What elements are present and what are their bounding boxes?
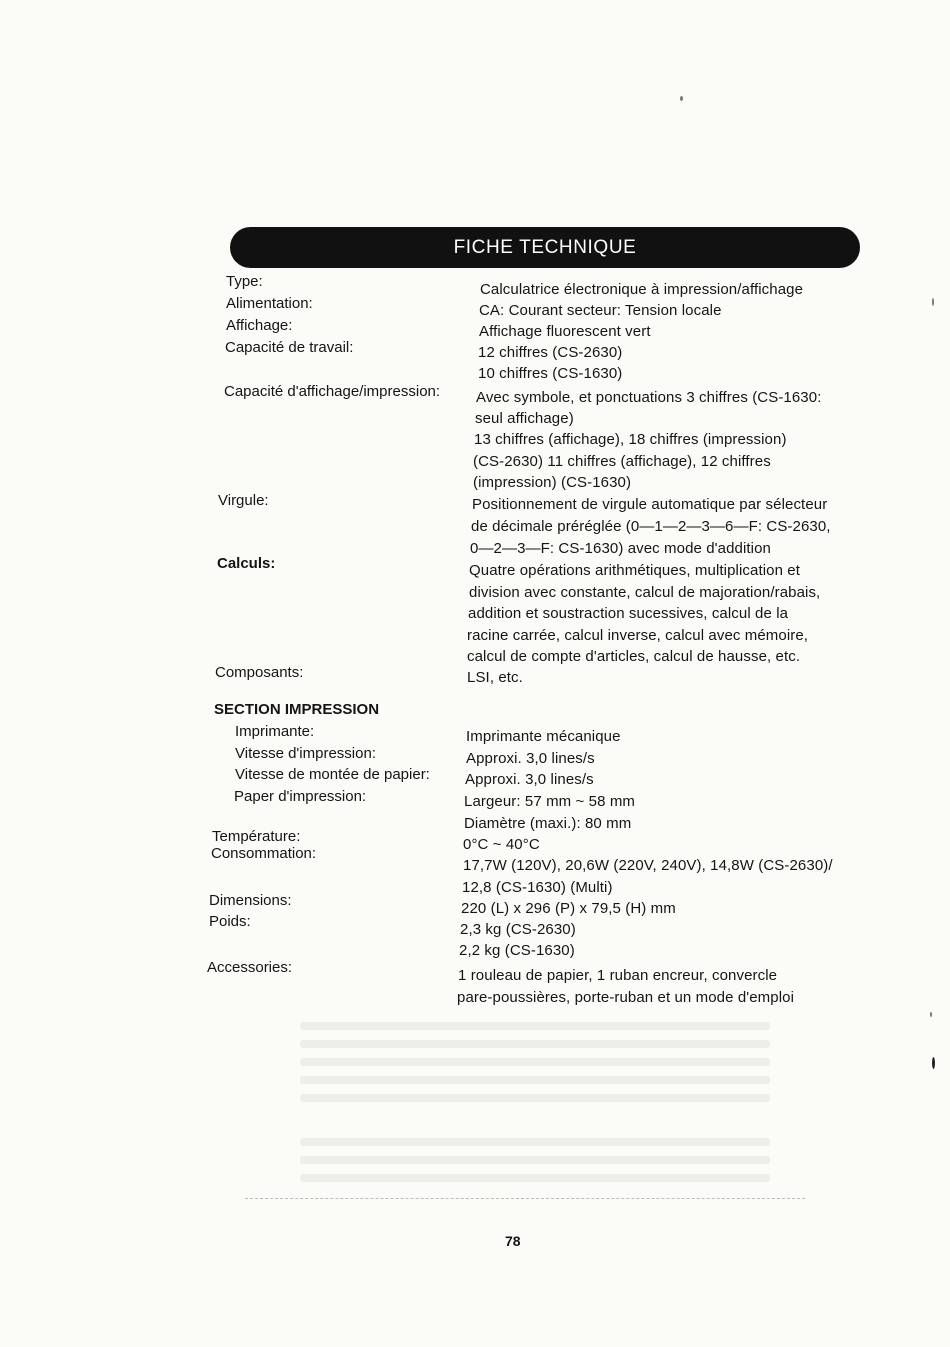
vitesse-value: Approxi. 3,0 lines/s — [466, 750, 595, 767]
dimensions-label: Dimensions: — [209, 892, 292, 909]
virgule-line: Positionnement de virgule automatique par sélecteur — [472, 496, 828, 513]
calculs-line: Quatre opérations arithmétiques, multiplication et — [469, 562, 801, 579]
alimentation-value: CA: Courant secteur: Tension locale — [479, 302, 722, 319]
page-title: FICHE TECHNIQUE — [453, 236, 637, 258]
capacite-affichage-line: (CS-2630) 11 chiffres (affichage), 12 chiffres — [473, 453, 771, 470]
title-banner — [230, 227, 860, 268]
affichage-label: Affichage: — [226, 317, 293, 334]
affichage-value: Affichage fluorescent vert — [479, 323, 651, 340]
temperature-label: Température: — [212, 828, 301, 845]
imprimante-value: Imprimante mécanique — [466, 728, 621, 745]
capacite-affichage-line: (impression) (CS-1630) — [473, 474, 632, 491]
faint-rule — [245, 1198, 805, 1199]
speck — [932, 298, 934, 306]
bleed-through-text — [300, 1174, 770, 1182]
poids-value: 2,3 kg (CS-2630) — [460, 921, 576, 938]
dimensions-value: 220 (L) x 296 (P) x 79,5 (H) mm — [461, 900, 676, 917]
calculs-line: addition et soustraction sucessives, calcul de la — [468, 605, 789, 622]
vitesse-label: Vitesse d'impression: — [235, 745, 376, 762]
poids-value: 2,2 kg (CS-1630) — [459, 942, 575, 959]
consommation-label: Consommation: — [211, 845, 317, 862]
bleed-through-text — [300, 1022, 770, 1030]
section-impression-title: SECTION IMPRESSION — [214, 701, 380, 718]
calculs-line: racine carrée, calcul inverse, calcul avec mémoire, — [467, 627, 809, 644]
speck — [680, 96, 683, 101]
capacite-travail-label: Capacité de travail: — [225, 339, 354, 356]
capacite-affichage-line: 13 chiffres (affichage), 18 chiffres (impression) — [474, 431, 787, 448]
speck — [930, 1012, 932, 1017]
calculs-label: Calculs: — [217, 555, 276, 572]
montee-value: Approxi. 3,0 lines/s — [465, 771, 594, 788]
composants-value: LSI, etc. — [467, 669, 523, 686]
bleed-through-text — [300, 1156, 770, 1164]
poids-label: Poids: — [209, 913, 251, 930]
capacite-affichage-label: Capacité d'affichage/impression: — [224, 383, 441, 400]
capacite-affichage-line: Avec symbole, et ponctuations 3 chiffres (CS-1630: — [476, 389, 822, 406]
bleed-through-text — [300, 1138, 770, 1146]
bleed-through-text — [300, 1058, 770, 1066]
alimentation-label: Alimentation: — [226, 295, 313, 312]
composants-label: Composants: — [215, 664, 304, 681]
consommation-value: 12,8 (CS-1630) (Multi) — [462, 879, 613, 896]
bleed-through-text — [300, 1040, 770, 1048]
bleed-through-text — [300, 1076, 770, 1084]
consommation-value: 17,7W (120V), 20,6W (220V, 240V), 14,8W (CS-2630)/ — [463, 857, 833, 874]
speck — [932, 1057, 935, 1069]
type-value: Calculatrice électronique à impression/affichage — [480, 281, 804, 298]
calculs-line: calcul de compte d'articles, calcul de hausse, etc. — [467, 648, 801, 665]
accessories-value: pare-poussières, porte-ruban et un mode d'emploi — [457, 989, 795, 1006]
accessories-value: 1 rouleau de papier, 1 ruban encreur, convercle — [458, 967, 778, 984]
bleed-through-text — [300, 1094, 770, 1102]
virgule-line: 0—2—3—F: CS-1630) avec mode d'addition — [470, 540, 771, 557]
page-number: 78 — [505, 1233, 521, 1249]
imprimante-label: Imprimante: — [235, 723, 315, 740]
papier-value: Largeur: 57 mm ~ 58 mm — [464, 793, 636, 810]
capacite-affichage-line: seul affichage) — [475, 410, 574, 427]
papier-label: Paper d'impression: — [234, 788, 367, 805]
capacite-travail-value: 10 chiffres (CS-1630) — [478, 365, 623, 382]
virgule-label: Virgule: — [218, 492, 269, 509]
type-label: Type: — [226, 273, 263, 290]
papier-value: Diamètre (maxi.): 80 mm — [464, 815, 632, 832]
accessories-label: Accessories: — [207, 959, 293, 976]
virgule-line: de décimale préréglée (0—1—2—3—6—F: CS-2630, — [471, 518, 831, 535]
temperature-value: 0°C ~ 40°C — [463, 836, 540, 853]
capacite-travail-value: 12 chiffres (CS-2630) — [478, 344, 623, 361]
montee-label: Vitesse de montée de papier: — [235, 766, 430, 783]
calculs-line: division avec constante, calcul de majoration/rabais, — [469, 584, 821, 601]
